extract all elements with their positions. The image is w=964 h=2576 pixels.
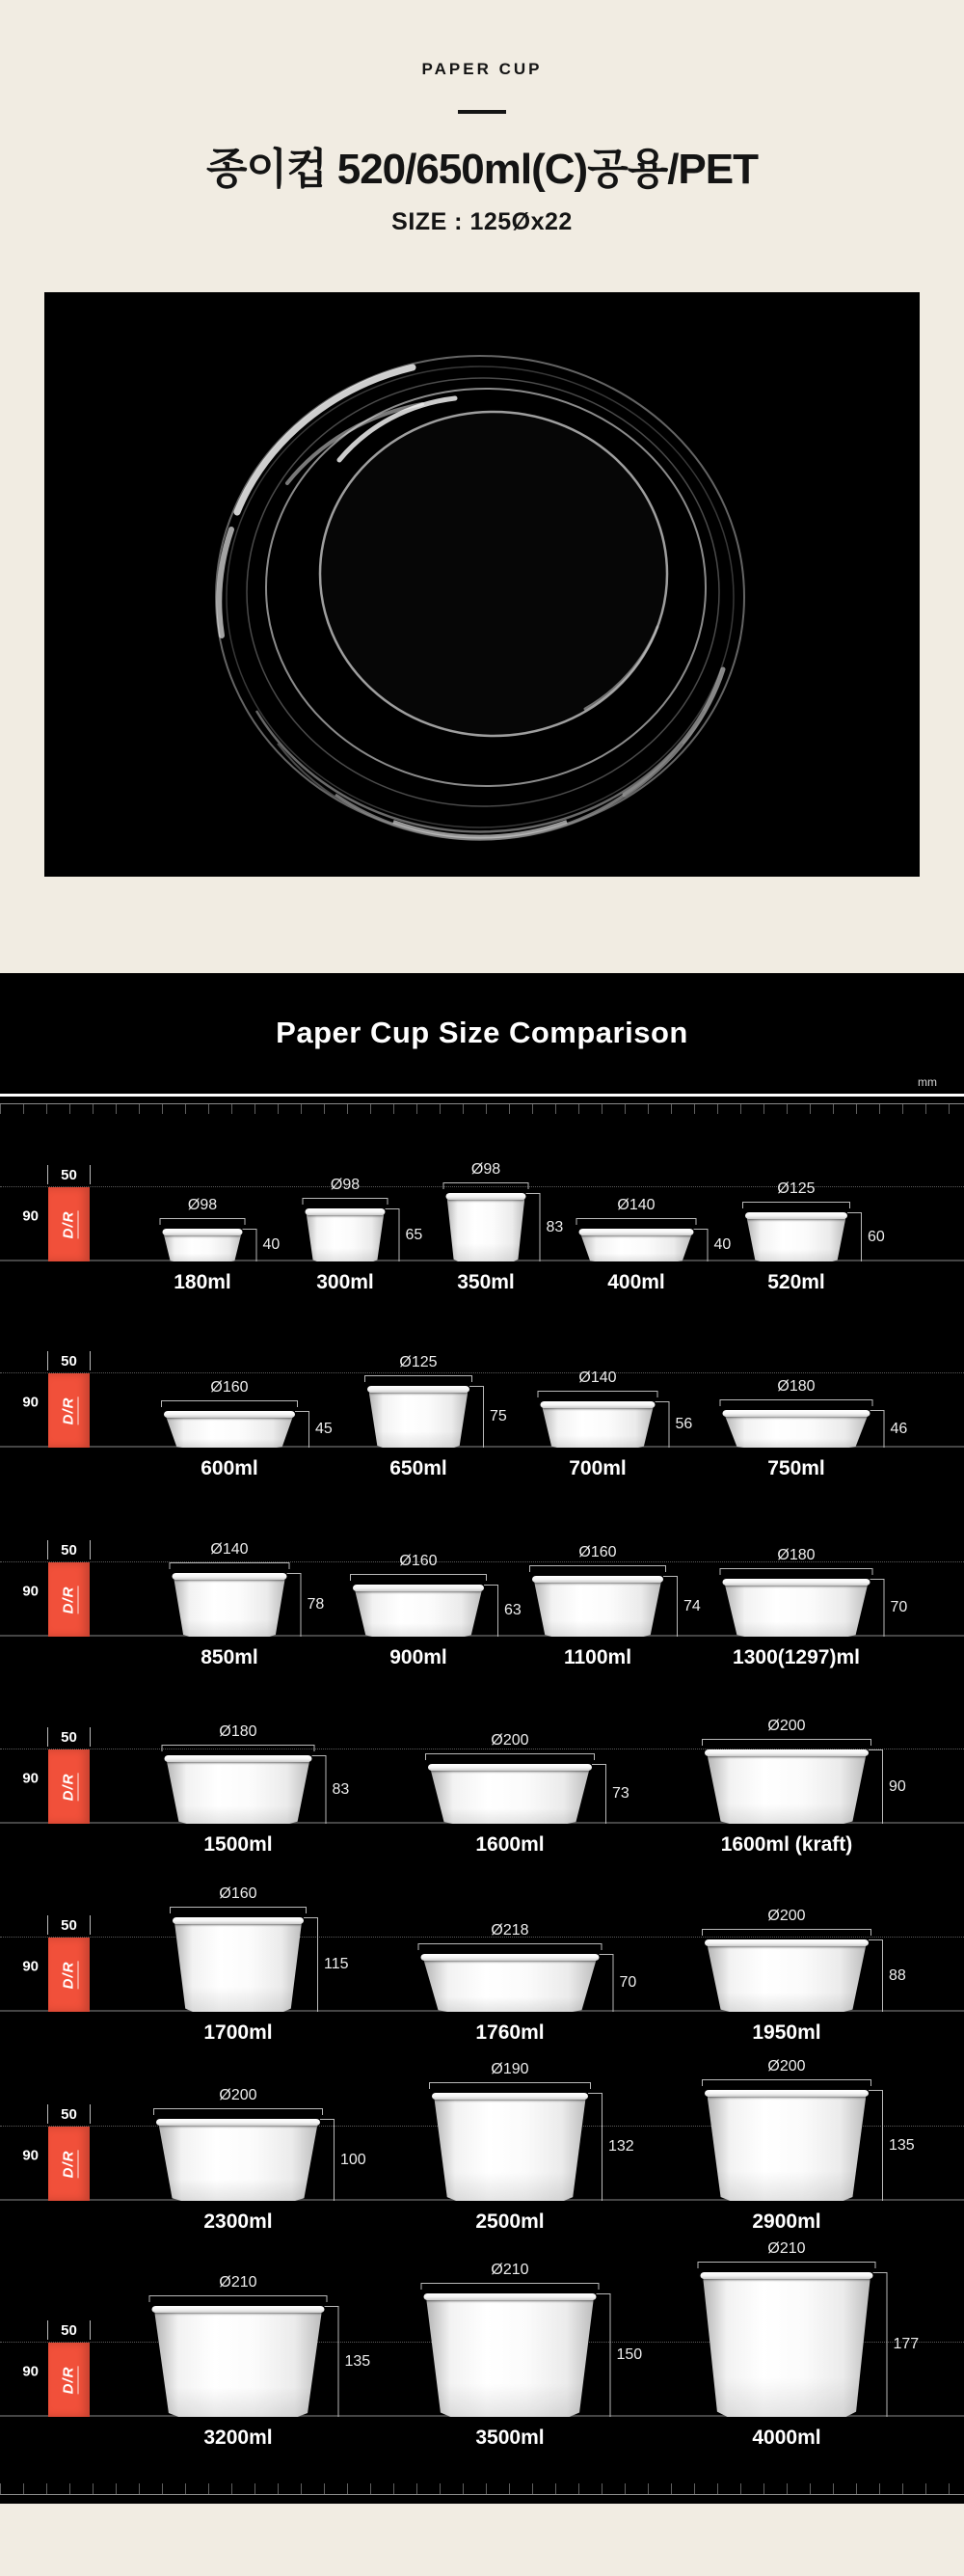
- cup-body: [307, 1213, 385, 1261]
- height-dimension: [326, 1755, 360, 1824]
- width-tick: [90, 1727, 91, 1747]
- comparison-rows: [0, 1114, 964, 2457]
- cup-body: [542, 1406, 653, 1448]
- reference-width-label: [47, 1165, 91, 1184]
- height-label: 78: [307, 1596, 325, 1613]
- paper-cup-image: [579, 1229, 694, 1261]
- cup-item: [306, 1177, 423, 1294]
- width-tick: [90, 2104, 91, 2124]
- diameter-dimension: [720, 1543, 873, 1569]
- height-dimension: [613, 1954, 647, 2012]
- width-tick: [47, 1915, 48, 1935]
- diameter-dimension: [160, 1193, 246, 1219]
- reference-width-label: [47, 1915, 91, 1935]
- reference-height-label: 90: [22, 1207, 39, 1225]
- cup-body: [426, 2298, 594, 2417]
- cup-body: [159, 2124, 318, 2201]
- height-label: 83: [332, 1780, 350, 1798]
- lid-image: [44, 292, 920, 877]
- header-divider: [458, 110, 506, 114]
- badge-logo: D/R: [60, 1773, 76, 1802]
- reference-badge: [22, 1916, 90, 2012]
- width-tick: [47, 1727, 48, 1747]
- paper-cup-image: [367, 1386, 469, 1448]
- height-dimension: [540, 1193, 574, 1261]
- cup-rim: [428, 1764, 592, 1771]
- height-dimension: [882, 2090, 916, 2201]
- diameter-label: Ø218: [491, 1922, 529, 1939]
- cup-item: [745, 1180, 885, 1294]
- diameter-dimension: [153, 2083, 323, 2109]
- diameter-dimension: [161, 1375, 298, 1401]
- reference-badge: [22, 2105, 90, 2201]
- height-dimension: [884, 1410, 918, 1448]
- top-ruler: [0, 1103, 964, 1114]
- volume-label: 750ml: [767, 1457, 825, 1480]
- height-label: 75: [490, 1408, 507, 1425]
- cup-rim: [306, 1208, 386, 1215]
- height-label: 70: [890, 1599, 908, 1616]
- volume-label: 1100ml: [563, 1646, 632, 1669]
- diameter-label: Ø200: [491, 1732, 529, 1749]
- diameter-dimension: [698, 2237, 876, 2263]
- height-dimension: [884, 1579, 918, 1637]
- cup-body: [447, 1198, 525, 1261]
- badge-logo: D/R: [60, 1210, 76, 1239]
- diameter-dimension: [418, 1918, 602, 1944]
- paper-cup-image: [164, 1411, 295, 1448]
- cup-body: [164, 1234, 242, 1261]
- size-row: [0, 1677, 964, 1864]
- reference-width-text: 50: [61, 1916, 77, 1934]
- volume-label: 1760ml: [475, 2021, 545, 2045]
- reference-badge: [22, 1166, 90, 1261]
- size-row: [0, 1114, 964, 1302]
- product-title: 종이컵 520/650ml(C)공용/PET: [205, 146, 759, 193]
- height-label: 132: [608, 2138, 634, 2156]
- cup-rim: [532, 1576, 663, 1583]
- volume-label: 3200ml: [203, 2427, 273, 2450]
- paper-cup-image: [701, 2272, 873, 2417]
- diameter-label: Ø210: [767, 2240, 806, 2258]
- diameter-label: Ø210: [491, 2262, 529, 2279]
- cup-body: [434, 2098, 585, 2201]
- reference-width-text: 50: [61, 1541, 77, 1559]
- cup-item: [579, 1197, 732, 1294]
- height-label: 115: [324, 1956, 349, 1973]
- cup-item: [428, 1732, 629, 1857]
- diameter-dimension: [720, 1374, 873, 1400]
- diameter-dimension: [538, 1366, 658, 1392]
- width-tick: [47, 1351, 48, 1370]
- height-dimension: [605, 1764, 639, 1824]
- separator-line: [0, 1094, 964, 1097]
- diameter-label: Ø190: [491, 2061, 529, 2078]
- cup-body: [747, 1217, 846, 1261]
- reference-badge: [22, 1541, 90, 1637]
- cup-rim: [723, 1410, 870, 1417]
- cup-body: [166, 1416, 293, 1448]
- height-dimension: [861, 1212, 895, 1261]
- diameter-label: Ø200: [219, 2087, 257, 2104]
- volume-label: 1700ml: [203, 2021, 273, 2045]
- badge-logo: D/R: [60, 2150, 76, 2179]
- cup-rim: [705, 1939, 869, 1946]
- volume-label: 900ml: [389, 1646, 447, 1669]
- volume-label: 180ml: [174, 1271, 231, 1294]
- cup-body: [423, 1959, 596, 2012]
- cup-rim: [164, 1411, 295, 1418]
- diameter-label: Ø140: [578, 1369, 617, 1387]
- diameter-dimension: [350, 1549, 487, 1575]
- volume-label: 400ml: [607, 1271, 665, 1294]
- diameter-label: Ø160: [399, 1553, 438, 1570]
- volume-label: 850ml: [201, 1646, 258, 1669]
- diameter-dimension: [443, 1157, 529, 1183]
- cup-rim: [446, 1193, 526, 1200]
- diameter-dimension: [429, 2057, 591, 2083]
- reference-badge: [22, 2321, 90, 2417]
- height-label: 177: [893, 2336, 920, 2353]
- reference-width-label: [47, 2320, 91, 2340]
- cup-item: [705, 1718, 906, 1857]
- cup-item: [541, 1369, 693, 1480]
- cup-rim: [165, 1755, 312, 1762]
- paper-cup-image: [723, 1410, 870, 1448]
- volume-label: 4000ml: [752, 2427, 821, 2450]
- comparison-title: Paper Cup Size Comparison: [276, 1016, 688, 1050]
- cup-body: [725, 1415, 868, 1448]
- paper-cup-image: [306, 1208, 386, 1261]
- cup-item: [156, 2087, 366, 2234]
- diameter-dimension: [529, 1540, 666, 1566]
- brand-eyebrow: PAPER CUP: [421, 60, 543, 78]
- reference-width-label: [47, 1351, 91, 1370]
- product-size: SIZE : 125Øx22: [391, 208, 573, 236]
- diameter-label: Ø180: [219, 1723, 257, 1741]
- diameter-dimension: [149, 2270, 328, 2296]
- cup-item: [163, 1197, 281, 1294]
- cup-rim: [173, 1573, 287, 1580]
- volume-label: 300ml: [316, 1271, 374, 1294]
- height-dimension: [497, 1585, 531, 1637]
- cup-item: [723, 1547, 908, 1669]
- cup-body: [725, 1584, 868, 1637]
- height-dimension: [677, 1576, 710, 1637]
- reference-height-label: 90: [22, 1394, 39, 1411]
- cup-item: [705, 1908, 906, 2045]
- size-row: [0, 1302, 964, 1488]
- cup-item: [723, 1378, 908, 1480]
- diameter-dimension: [170, 1537, 290, 1563]
- cup-item: [701, 2240, 920, 2450]
- cup-rim: [579, 1229, 694, 1235]
- height-dimension: [602, 2093, 635, 2201]
- height-label: 60: [868, 1228, 885, 1245]
- paper-cup-image: [705, 2090, 869, 2201]
- diameter-label: Ø125: [399, 1354, 438, 1371]
- unit-label: mm: [918, 1075, 937, 1090]
- diameter-dimension: [425, 1728, 595, 1754]
- diameter-dimension: [303, 1173, 388, 1199]
- height-label: 45: [315, 1421, 333, 1438]
- height-label: 40: [713, 1236, 732, 1254]
- cup-body: [154, 2311, 322, 2417]
- size-row: [0, 2241, 964, 2457]
- paper-cup-image: [723, 1579, 870, 1637]
- diameter-label: Ø98: [187, 1197, 218, 1214]
- cup-rim: [163, 1229, 243, 1235]
- width-tick: [47, 2104, 48, 2124]
- height-dimension: [708, 1229, 741, 1261]
- diameter-label: Ø98: [330, 1177, 361, 1194]
- cup-rim: [424, 2293, 597, 2300]
- cup-rim: [705, 2090, 869, 2097]
- reference-badge: [22, 1728, 90, 1824]
- paper-cup-image: [424, 2293, 597, 2417]
- cup-item: [424, 2262, 643, 2450]
- cup-item: [173, 1541, 325, 1669]
- diameter-label: Ø160: [578, 1544, 617, 1561]
- cup-item: [164, 1379, 333, 1480]
- paper-cup-image: [156, 2119, 320, 2201]
- reference-width-text: 50: [61, 1166, 77, 1183]
- height-label: 56: [675, 1416, 693, 1433]
- diameter-label: Ø200: [767, 1718, 806, 1735]
- reference-height-label: 90: [22, 1583, 39, 1600]
- reference-width-label: [47, 1727, 91, 1747]
- diameter-label: Ø210: [219, 2274, 257, 2291]
- height-dimension: [301, 1573, 335, 1637]
- height-dimension: [882, 1749, 916, 1824]
- cup-rim: [152, 2306, 325, 2313]
- reference-height-label: 90: [22, 2363, 39, 2380]
- cup-body: [431, 1769, 590, 1824]
- height-dimension: [887, 2272, 921, 2417]
- diameter-label: Ø180: [777, 1547, 816, 1564]
- cup-body: [167, 1760, 309, 1824]
- volume-label: 2500ml: [475, 2210, 545, 2234]
- width-tick: [90, 1915, 91, 1935]
- cup-rim: [421, 1954, 600, 1961]
- cup-item: [705, 2058, 915, 2234]
- cup-rim: [745, 1212, 847, 1219]
- diameter-dimension: [742, 1177, 850, 1203]
- height-dimension: [338, 2306, 372, 2417]
- diameter-dimension: [702, 1904, 871, 1930]
- reference-height-label: 90: [22, 1770, 39, 1787]
- paper-cup-image: [152, 2306, 325, 2417]
- cup-body: [580, 1234, 691, 1261]
- cup-item: [532, 1544, 701, 1669]
- height-dimension: [483, 1386, 517, 1448]
- volume-label: 1950ml: [752, 2021, 821, 2045]
- bottom-ruler: [0, 2483, 964, 2495]
- paper-cup-image: [705, 1749, 869, 1824]
- paper-cup-image: [173, 1573, 287, 1637]
- height-label: 40: [262, 1236, 281, 1254]
- cup-rim: [705, 1749, 869, 1756]
- size-row: [0, 1488, 964, 1677]
- height-label: 135: [889, 2136, 915, 2154]
- cup-rim: [156, 2119, 320, 2126]
- cup-rim: [173, 1917, 304, 1924]
- volume-label: 1500ml: [203, 1833, 273, 1857]
- diameter-label: Ø140: [210, 1541, 249, 1559]
- width-tick: [90, 2320, 91, 2340]
- size-row: [0, 2052, 964, 2241]
- cup-item: [173, 1885, 349, 2045]
- paper-cup-image: [541, 1401, 656, 1448]
- cup-item: [432, 2061, 634, 2234]
- diameter-label: Ø200: [767, 1908, 806, 1925]
- diameter-label: Ø180: [777, 1378, 816, 1396]
- paper-cup-image: [745, 1212, 847, 1261]
- height-dimension: [256, 1229, 290, 1261]
- diameter-label: Ø140: [617, 1197, 656, 1214]
- volume-label: 2900ml: [752, 2210, 821, 2234]
- volume-label: 1600ml (kraft): [720, 1833, 853, 1857]
- diameter-label: Ø98: [470, 1161, 501, 1179]
- height-label: 150: [616, 2346, 643, 2364]
- height-label: 88: [889, 1966, 906, 1984]
- badge-logo: D/R: [60, 1961, 76, 1990]
- volume-label: 2300ml: [203, 2210, 273, 2234]
- cup-body: [369, 1391, 469, 1448]
- cup-body: [703, 2277, 870, 2417]
- volume-label: 3500ml: [475, 2427, 545, 2450]
- paper-cup-image: [432, 2093, 588, 2201]
- reference-dotted-line: [0, 1372, 964, 1373]
- volume-label: 520ml: [767, 1271, 825, 1294]
- paper-cup-image: [421, 1954, 600, 2012]
- width-tick: [90, 1165, 91, 1184]
- volume-label: 650ml: [389, 1457, 447, 1480]
- cup-body: [708, 1944, 867, 2012]
- paper-cup-image: [532, 1576, 663, 1637]
- size-row: [0, 1864, 964, 2052]
- badge-logo: D/R: [60, 1586, 76, 1614]
- diameter-dimension: [702, 1714, 871, 1740]
- diameter-dimension: [170, 1882, 307, 1908]
- cup-item: [152, 2274, 371, 2450]
- height-dimension: [882, 1939, 916, 2012]
- diameter-label: Ø125: [777, 1180, 816, 1198]
- cup-rim: [367, 1386, 469, 1393]
- cup-rim: [723, 1579, 870, 1586]
- height-dimension: [334, 2119, 367, 2201]
- paper-cup-image: [353, 1585, 484, 1637]
- volume-label: 350ml: [457, 1271, 515, 1294]
- paper-cup-image: [173, 1917, 304, 2012]
- product-photo: [44, 292, 920, 877]
- height-label: 70: [619, 1974, 637, 1992]
- cup-item: [421, 1922, 637, 2045]
- reference-height-label: 90: [22, 1958, 39, 1975]
- diameter-dimension: [364, 1350, 472, 1376]
- cup-item: [367, 1354, 507, 1480]
- height-dimension: [399, 1208, 433, 1261]
- diameter-label: Ø200: [767, 2058, 806, 2075]
- volume-label: 1600ml: [475, 1833, 545, 1857]
- diameter-dimension: [702, 2054, 871, 2080]
- cup-item: [353, 1553, 522, 1669]
- width-tick: [47, 1165, 48, 1184]
- paper-cup-image: [163, 1229, 243, 1261]
- diameter-dimension: [576, 1193, 697, 1219]
- cup-body: [708, 2095, 867, 2201]
- cup-body: [534, 1581, 661, 1637]
- reference-badge: [22, 1352, 90, 1448]
- width-tick: [90, 1351, 91, 1370]
- height-label: 90: [889, 1777, 906, 1795]
- height-label: 73: [612, 1785, 629, 1803]
- reference-width-text: 50: [61, 1728, 77, 1746]
- cup-body: [174, 1578, 284, 1637]
- cup-rim: [541, 1401, 656, 1408]
- cup-item: [446, 1161, 564, 1294]
- height-dimension: [669, 1401, 703, 1448]
- cup-body: [355, 1589, 482, 1637]
- reference-width-label: [47, 2104, 91, 2124]
- height-dimension: [610, 2293, 644, 2417]
- reference-width-label: [47, 1540, 91, 1559]
- width-tick: [47, 2320, 48, 2340]
- height-label: 74: [683, 1597, 701, 1614]
- cup-item: [165, 1723, 350, 1857]
- width-tick: [47, 1540, 48, 1559]
- height-label: 135: [344, 2352, 371, 2370]
- volume-label: 700ml: [569, 1457, 627, 1480]
- diameter-dimension: [421, 2258, 600, 2284]
- volume-label: 600ml: [201, 1457, 258, 1480]
- cup-rim: [432, 2093, 588, 2100]
- diameter-dimension: [162, 1720, 315, 1746]
- reference-width-text: 50: [61, 1352, 77, 1369]
- cup-body: [708, 1754, 867, 1824]
- reference-width-text: 50: [61, 2105, 77, 2123]
- paper-cup-image: [428, 1764, 592, 1824]
- paper-cup-image: [705, 1939, 869, 2012]
- diameter-label: Ø160: [219, 1885, 257, 1903]
- height-dimension: [308, 1411, 342, 1448]
- reference-height-label: 90: [22, 2147, 39, 2164]
- comparison-section: [0, 973, 964, 2504]
- height-label: 46: [890, 1420, 908, 1437]
- height-dimension: [317, 1917, 351, 2012]
- header-section: [0, 0, 964, 877]
- cup-rim: [701, 2272, 873, 2279]
- reference-width-text: 50: [61, 2321, 77, 2339]
- width-tick: [90, 1540, 91, 1559]
- badge-logo: D/R: [60, 2366, 76, 2395]
- badge-logo: D/R: [60, 1396, 76, 1425]
- height-label: 83: [546, 1218, 564, 1235]
- cup-rim: [353, 1585, 484, 1591]
- paper-cup-image: [165, 1755, 312, 1824]
- diameter-label: Ø160: [210, 1379, 249, 1396]
- height-label: 65: [405, 1226, 423, 1243]
- height-label: 100: [340, 2151, 366, 2168]
- volume-label: 1300(1297)ml: [733, 1646, 860, 1669]
- height-label: 63: [504, 1602, 522, 1619]
- cup-body: [174, 1922, 302, 2012]
- paper-cup-image: [446, 1193, 526, 1261]
